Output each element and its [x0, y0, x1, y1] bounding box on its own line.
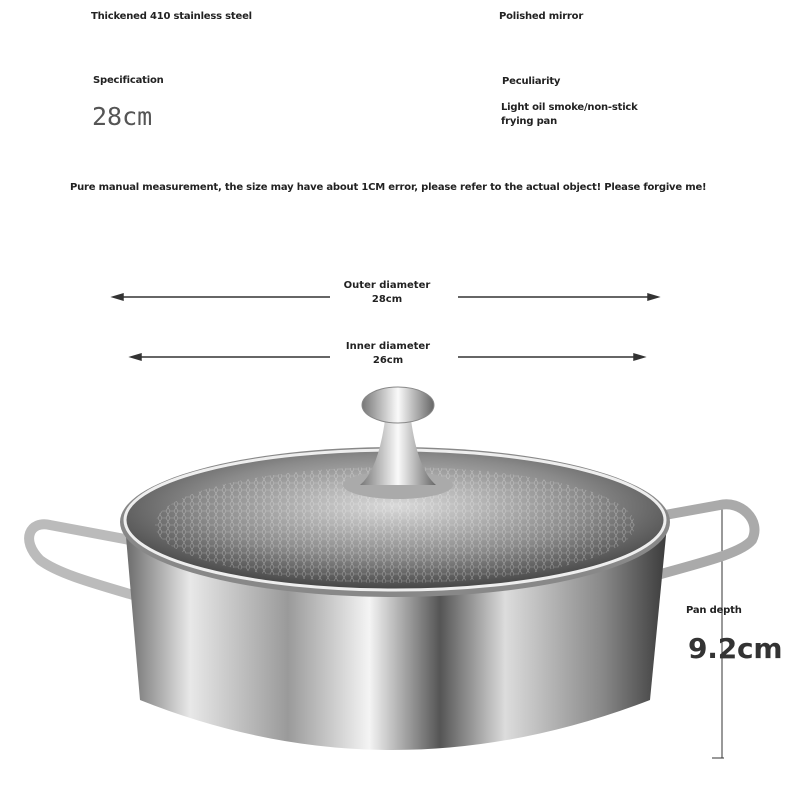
- pan-depth-value: 9.2cm: [688, 632, 783, 665]
- inner-diameter-label: [346, 340, 430, 368]
- peculiarity-label: Peculiarity: [502, 76, 561, 87]
- pan-depth-label: Pan depth: [686, 605, 742, 616]
- peculiarity-line1: Light oil smoke/non-stick: [501, 102, 638, 113]
- peculiarity-line2: frying pan: [501, 116, 558, 127]
- outer-diameter-value: 28cm: [371, 294, 403, 305]
- inner-diameter-title: Inner diameter: [345, 341, 431, 352]
- specification-label: Specification: [93, 75, 164, 86]
- finish-text: Polished mirror: [499, 11, 584, 22]
- lid-knob-icon: [343, 387, 453, 499]
- specification-value: 28cm: [92, 102, 153, 131]
- disclaimer-text: Pure manual measurement, the size may have about 1CM error, please refer to the actual object! Please forgive me!: [70, 182, 707, 193]
- outer-diameter-title: Outer diameter: [343, 280, 431, 291]
- material-text: Thickened 410 stainless steel: [91, 11, 252, 22]
- inner-diameter-value: 26cm: [372, 355, 404, 366]
- outer-diameter-label: [344, 279, 431, 307]
